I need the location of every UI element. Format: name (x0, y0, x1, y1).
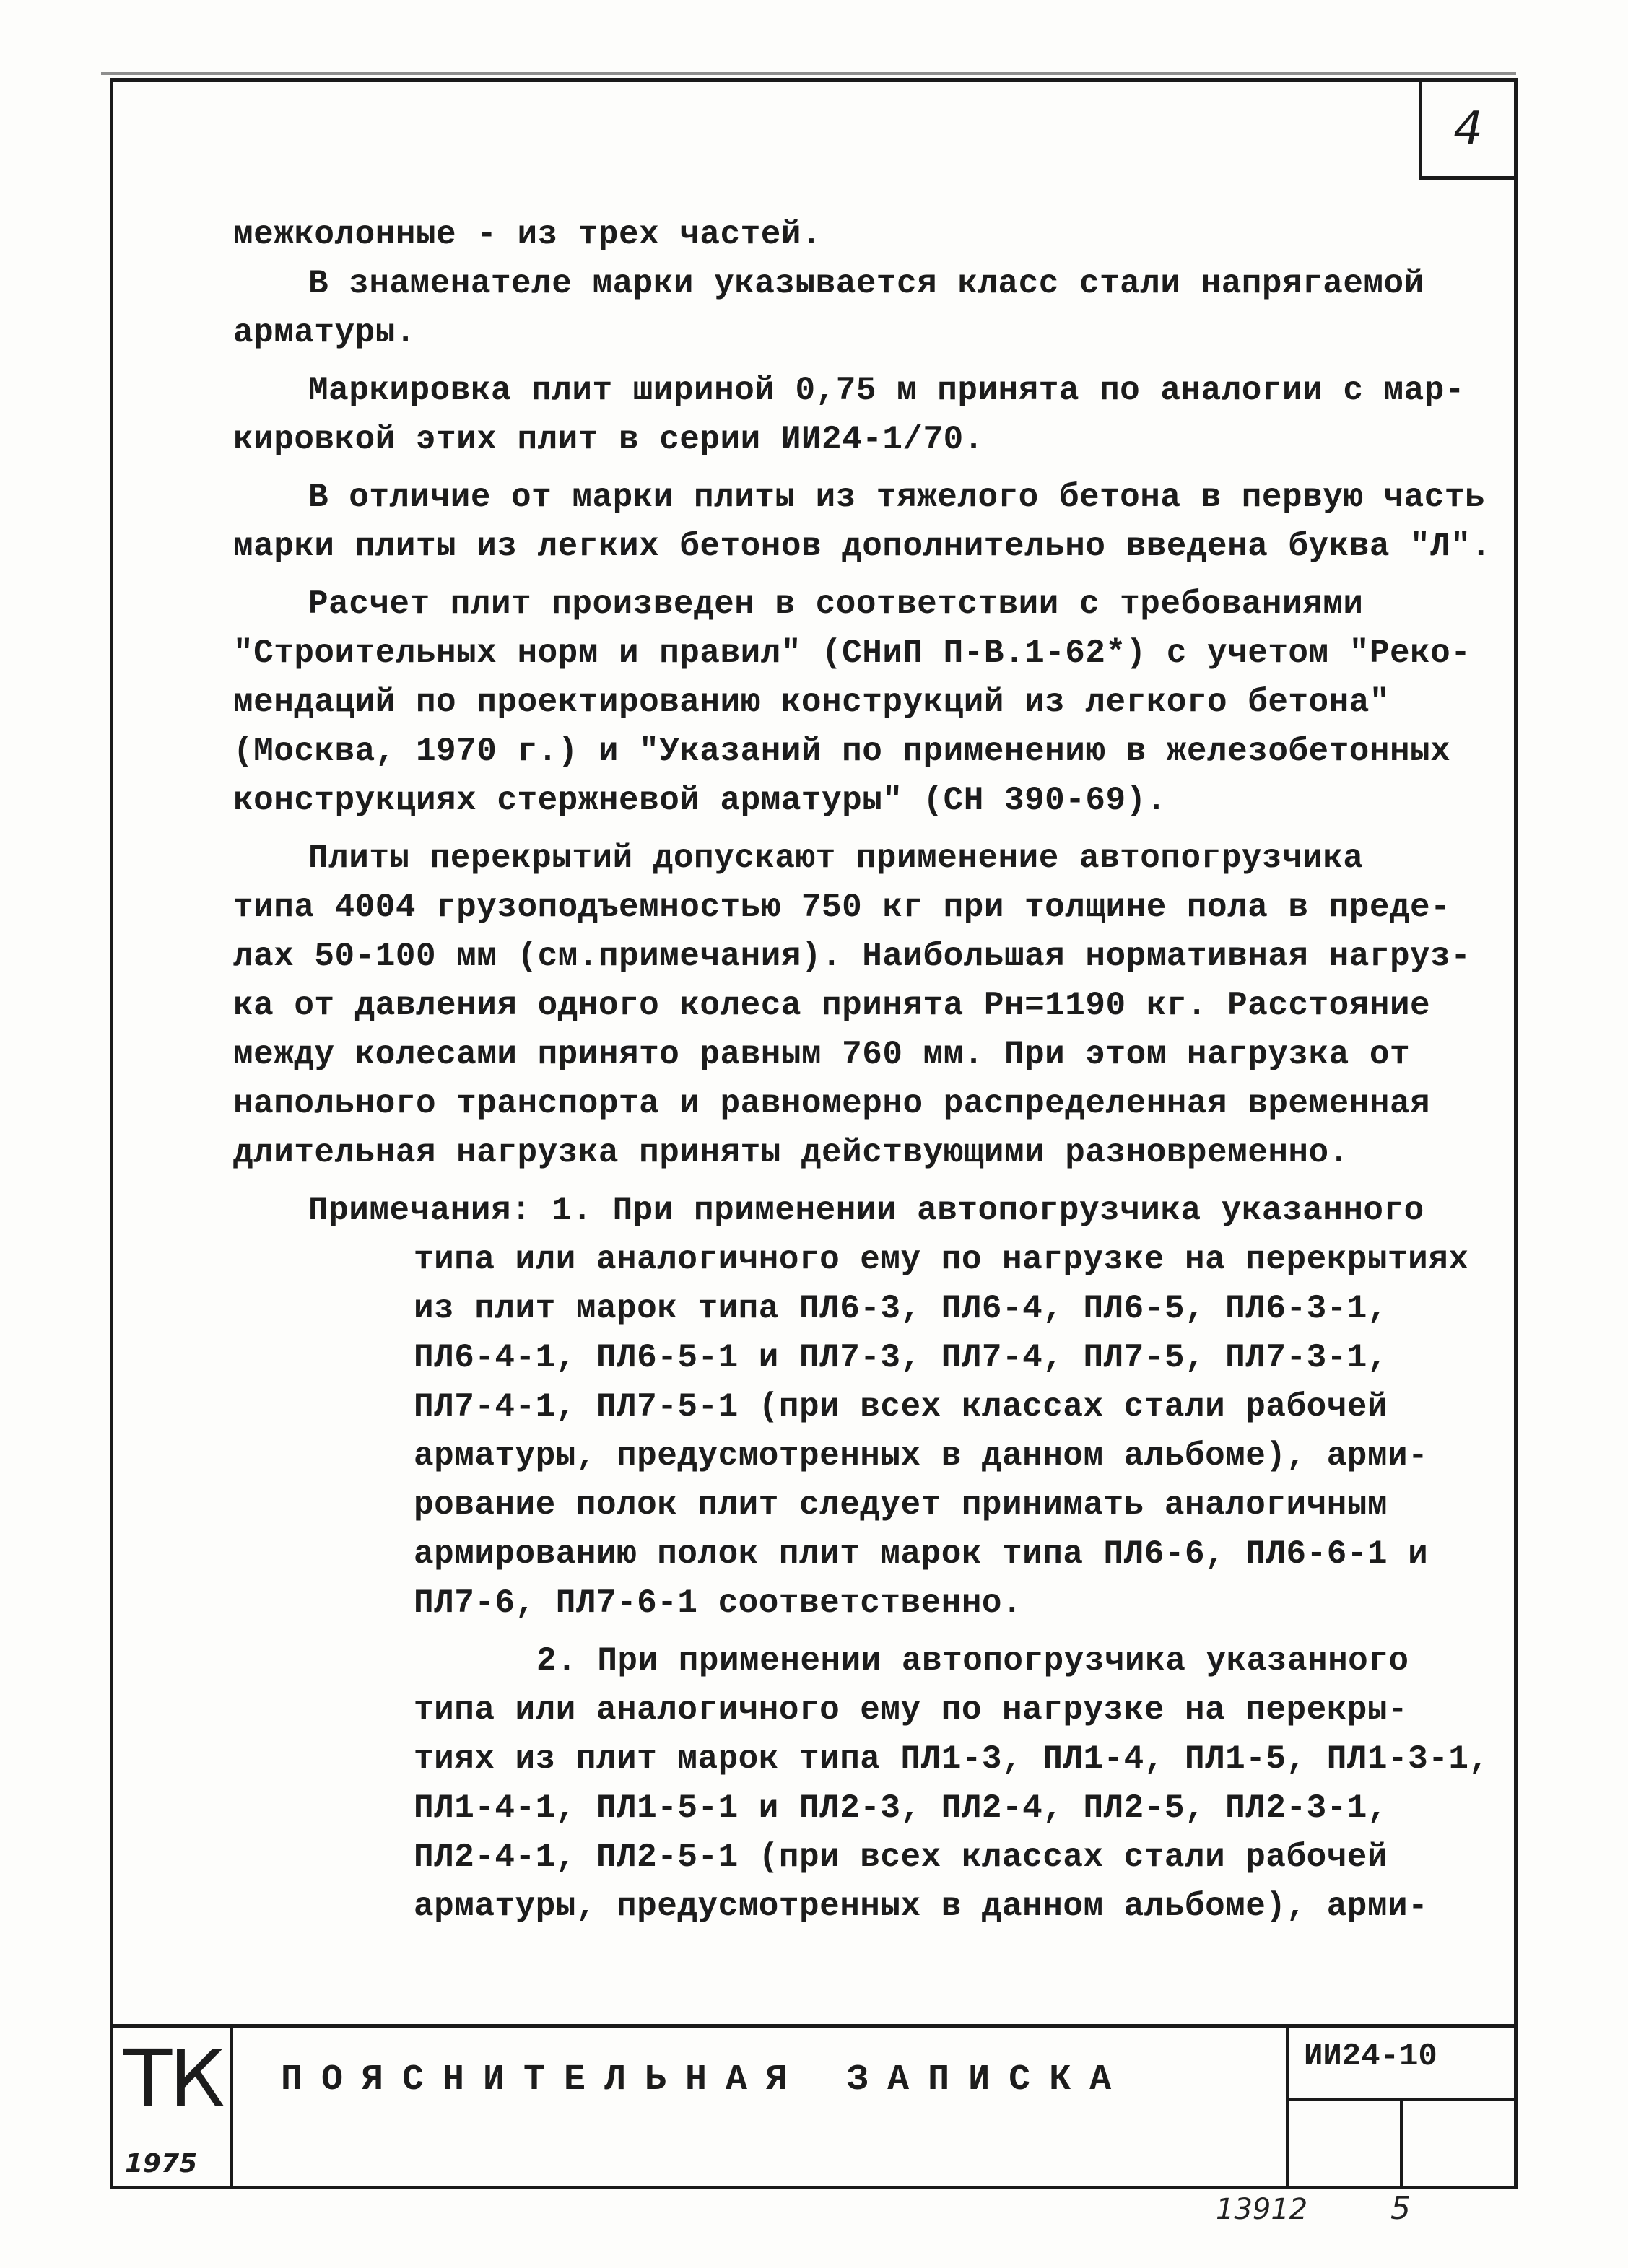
note-1-body (233, 1235, 1533, 1628)
page-number: 4 (1419, 82, 1514, 180)
drawing-frame (110, 78, 1518, 2189)
series-code: ИИ24-10 (1286, 2028, 1514, 2101)
paragraph (233, 834, 1533, 1177)
paragraph (233, 580, 1533, 825)
text-line: межколонные - из трех частей. (233, 216, 822, 253)
text-line: типа 4004 грузоподъемностью 750 кг при толщине пола в преде- (233, 889, 1451, 926)
body-paragraphs (233, 210, 1533, 1177)
explanatory-text (233, 210, 1533, 1931)
text-line: (Москва, 1970 г.) и "Указаний по применению в железобетонных (233, 733, 1451, 770)
archive-number: 13912 (1216, 2193, 1308, 2226)
note-line: типа или аналогичного ему по нагрузке на перекрытиях (414, 1241, 1469, 1278)
note-line: арматуры, предусмотренных в данном альбоме), арми- (414, 1888, 1429, 1925)
empty-stamp-cell (1286, 2101, 1400, 2189)
notes-section (233, 1186, 1533, 1931)
text-line: арматуры. (233, 314, 416, 352)
paragraph (233, 473, 1533, 571)
text-line: В знаменателе марки указывается класс стали напрягаемой (308, 265, 1424, 302)
note-line: арматуры, предусмотренных в данном альбоме), арми- (414, 1437, 1429, 1475)
document-title: ПОЯСНИТЕЛЬНАЯ ЗАПИСКА (281, 2059, 1131, 2101)
text-line: между колесами принято равным 760 мм. При этом нагрузка от (233, 1036, 1411, 1073)
note-2-body (233, 1685, 1533, 1931)
text-line: лах 50-100 мм (см.примечания). Наибольшая нормативная нагруз- (233, 938, 1471, 975)
text-line: конструкциях стержневой арматуры" (СН 390-69). (233, 782, 1167, 819)
note-line: рование полок плит следует принимать аналогичным (414, 1486, 1388, 1524)
note-line: ПЛ7-4-1, ПЛ7-5-1 (при всех классах стали рабочей (414, 1388, 1388, 1426)
tk-logo: ТК (123, 2033, 223, 2125)
text-line: В отличие от марки плиты из тяжелого бетона в первую часть (308, 479, 1486, 516)
text-line: кировкой этих плит в серии ИИ24-1/70. (233, 421, 984, 458)
note-line: ПЛ6-4-1, ПЛ6-5-1 и ПЛ7-3, ПЛ7-4, ПЛ7-5, ПЛ7-3-1, (414, 1339, 1388, 1377)
note-line: армированию полок плит марок типа ПЛ6-6, ПЛ6-6-1 и (414, 1535, 1429, 1573)
paragraph (233, 210, 1533, 259)
sheet-number: 5 (1390, 2190, 1411, 2227)
note-2-heading: 2. При применении автопогрузчика указанного (536, 1642, 1409, 1680)
text-line: Маркировка плит шириной 0,75 м принята по аналогии с мар- (308, 372, 1465, 409)
text-line: Расчет плит произведен в соответствии с требованиями (308, 585, 1364, 623)
text-line: длительная нагрузка приняты действующими разновременно. (233, 1134, 1349, 1172)
note-1-heading: Примечания: 1. При применении автопогрузчика указанного (308, 1192, 1424, 1229)
paragraph (233, 259, 1533, 357)
text-line: напольного транспорта и равномерно распределенная временная (233, 1085, 1431, 1122)
paragraph (233, 366, 1533, 464)
top-edge-rule (101, 72, 1516, 75)
note-line: ПЛ2-4-1, ПЛ2-5-1 (при всех классах стали рабочей (414, 1839, 1388, 1876)
note-line: тиях из плит марок типа ПЛ1-3, ПЛ1-4, ПЛ1-5, ПЛ1-3-1, (414, 1740, 1489, 1778)
text-line: "Строительных норм и правил" (СНиП П-В.1-62*) с учетом "Реко- (233, 634, 1471, 672)
note-line: ПЛ7-6, ПЛ7-6-1 соответственно. (414, 1584, 1023, 1622)
organization-stamp (113, 2028, 233, 2186)
title-block (113, 2024, 1514, 2186)
text-line: ка от давления одного колеса принята Рн=1190 кг. Расстояние (233, 987, 1431, 1024)
note-line: типа или аналогичного ему по нагрузке на перекры- (414, 1691, 1409, 1729)
stamp-year: 1975 (125, 2149, 198, 2178)
text-line: мендаций по проектированию конструкций из легкого бетона" (233, 684, 1390, 721)
note-line: из плит марок типа ПЛ6-3, ПЛ6-4, ПЛ6-5, ПЛ6-3-1, (414, 1290, 1388, 1327)
text-line: Плиты перекрытий допускают применение автопогрузчика (308, 839, 1364, 877)
empty-stamp-cell (1400, 2101, 1514, 2189)
text-line: марки плиты из легких бетонов дополнительно введена буква "Л". (233, 528, 1492, 565)
note-line: ПЛ1-4-1, ПЛ1-5-1 и ПЛ2-3, ПЛ2-4, ПЛ2-5, ПЛ2-3-1, (414, 1789, 1388, 1827)
